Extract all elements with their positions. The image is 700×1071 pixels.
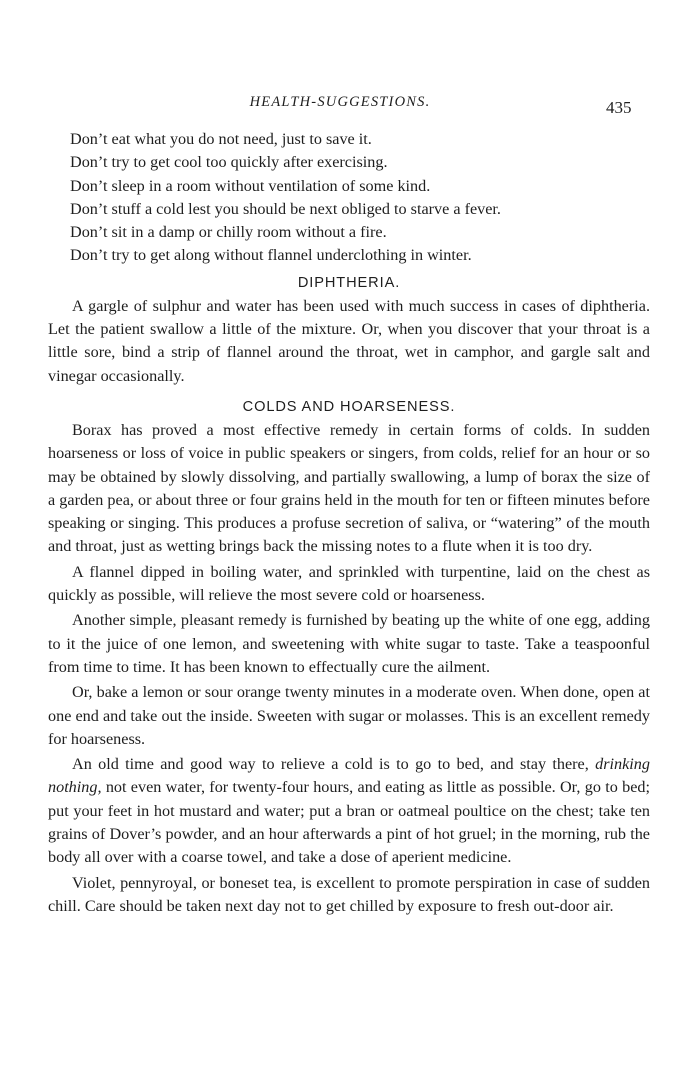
dont-item: Don’t sit in a damp or chilly room without a fire.	[70, 223, 387, 242]
paragraph-text: An old time and good way to relieve a cold is to go to bed, and stay there,	[72, 755, 596, 774]
paragraph-flannel: A flannel dipped in boiling water, and sprinkled with turpentine, laid on the chest as quickly as possible, will relieve the most severe cold or hoarseness.	[48, 562, 650, 605]
paragraph-text: not even water, for twenty-four hours, and eating as little as possible. Or, go to bed; put your feet in hot mustard and water; put a bran or oatmeal poultice on the chest; take ten grains of Dover’s powder, and an hour afterwards a pint of hot gruel; in the morning, rub the body all over with a coarse towel, and take a dose of aperient medicine.	[48, 778, 650, 867]
paragraph-herbal-tea: Violet, pennyroyal, or boneset tea, is excellent to promote perspiration in case of sudden chill. Care should be taken next day not to get chilled by exposure to fresh out-door air.	[48, 873, 650, 915]
page-number: 435	[606, 98, 632, 117]
dont-item: Don’t eat what you do not need, just to save it.	[70, 130, 372, 148]
paragraph-old-time-remedy	[48, 753, 650, 869]
dont-item: Don’t stuff a cold lest you should be next obliged to starve a fever.	[70, 199, 501, 218]
running-title: HEALTH-SUGGESTIONS.	[249, 94, 431, 110]
section-heading-colds: COLDS AND HOARSENESS.	[242, 398, 456, 415]
running-head	[0, 94, 700, 118]
dont-item: Don’t try to get cool too quickly after exercising.	[70, 153, 388, 172]
paragraph-diphtheria: A gargle of sulphur and water has been used with much success in cases of diphtheria. Let the patient swallow a little of the mixture. Or, when you discover that your throat is a little sore, bind a strip of flannel around the throat, wet in camphor, and gargle salt and vinegar occasionally.	[48, 296, 650, 385]
paragraph-baked-lemon: Or, bake a lemon or sour orange twenty minutes in a moderate oven. When done, open at one end and take out the inside. Sweeten with sugar or molasses. This is an excellent remedy for hoarseness.	[48, 683, 650, 748]
donts-list	[70, 128, 650, 268]
paragraph-egg-remedy: Another simple, pleasant remedy is furnished by beating up the white of one egg, adding to it the juice of one lemon, and sweetening with white sugar to taste. Take a teaspoonful from time to time. It has been known to effectually cure the ailment.	[48, 611, 650, 676]
dont-item: Don’t sleep in a room without ventilation of some kind.	[70, 176, 431, 195]
paragraph-borax: Borax has proved a most effective remedy in certain forms of colds. In sudden hoarseness or loss of voice in public speakers or singers, from colds, relief for an hour or so may be obtained by slowly dissolving, and partially swallowing, a lump of borax the size of a garden pea, or about three or four grains held in the mouth for ten or fifteen minutes before speaking or singing. This produces a profuse secretion of saliva, or “watering” of the mouth and throat, just as wetting brings back the missing notes to a flute when it is too dry.	[48, 420, 650, 556]
dont-item: Don’t try to get along without flannel underclothing in winter.	[70, 246, 472, 265]
emphasized-text: drinking nothing,	[48, 755, 650, 797]
page-content	[48, 128, 650, 918]
section-heading-diphtheria: DIPHTHERIA.	[297, 274, 401, 291]
